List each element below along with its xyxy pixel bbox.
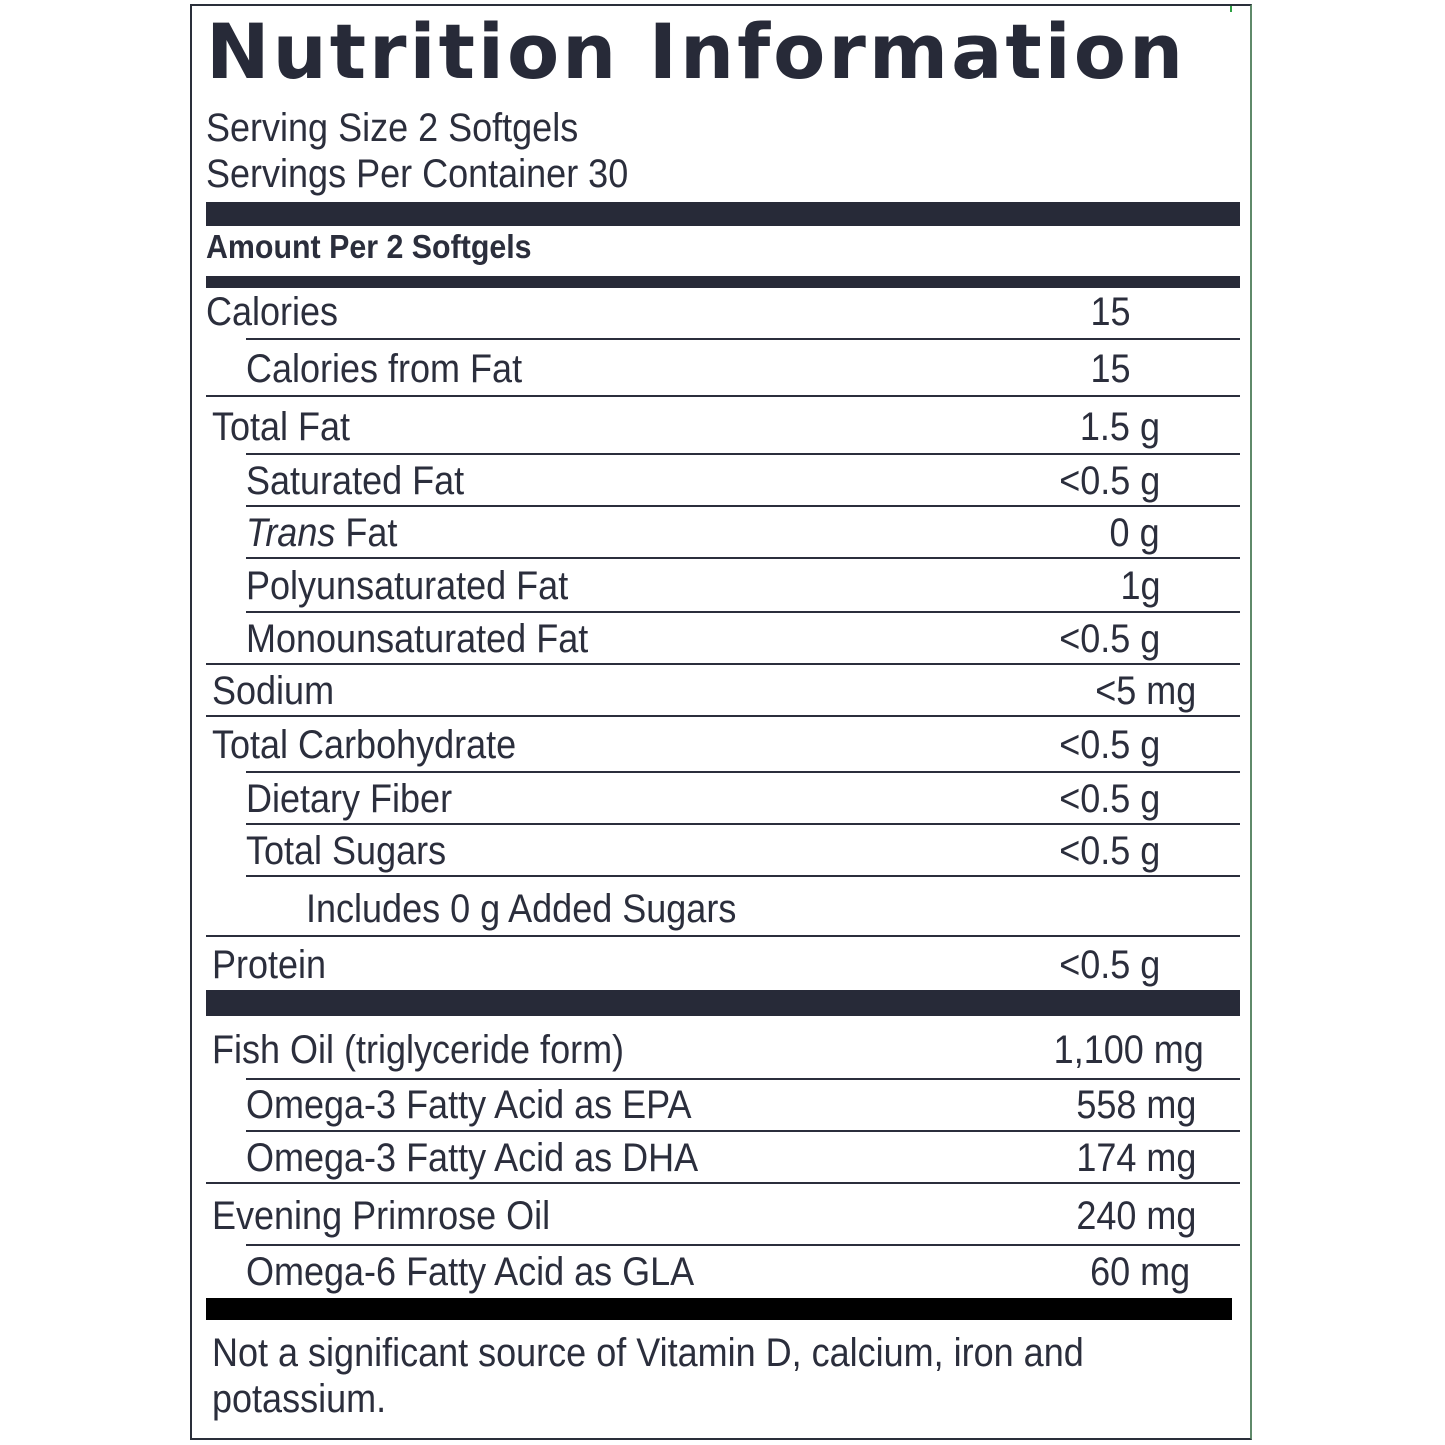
nutrient-value: 0 g (1109, 511, 1160, 555)
ingredient-value: 1,100 mg (1053, 1028, 1204, 1072)
nutrient-label: Total Fat (212, 405, 351, 449)
nutrient-value: <0.5 g (1058, 829, 1160, 873)
calories-from-fat-value: 15 (1089, 347, 1130, 391)
ingredient-value: 240 mg (1075, 1194, 1196, 1238)
nutrient-label (246, 507, 397, 559)
calories-label: Calories (206, 290, 339, 334)
serving-size: Serving Size 2 Softgels (206, 106, 579, 150)
nutrient-label: Saturated Fat (246, 459, 465, 503)
nutrient-label: Total Carbohydrate (212, 723, 517, 767)
ingredient-row-epa (206, 1078, 1240, 1132)
nutrient-value: 1g (1119, 564, 1160, 608)
nutrient-label: Includes 0 g Added Sugars (306, 887, 737, 931)
ingredient-row-evening-primrose-oil (206, 1188, 1240, 1244)
nutrient-value: 1.5 g (1079, 405, 1160, 449)
nutrient-row-saturated-fat (206, 455, 1240, 507)
nutrient-row-total-carbohydrate (206, 717, 1240, 773)
trans-italic: Trans (246, 511, 336, 555)
thick-divider (206, 202, 1240, 226)
ingredient-row-dha (206, 1132, 1240, 1184)
nutrient-row-total-fat (206, 399, 1240, 455)
nutrient-label: Polyunsaturated Fat (246, 564, 569, 608)
ingredient-value: 558 mg (1075, 1083, 1196, 1127)
ingredient-label: Omega-3 Fatty Acid as EPA (246, 1083, 692, 1127)
thick-divider (206, 990, 1240, 1016)
row-rule (206, 395, 1240, 397)
ingredient-label: Fish Oil (triglyceride form) (212, 1028, 625, 1072)
thick-divider (206, 1298, 1232, 1320)
nutrient-row-dietary-fiber (206, 773, 1240, 825)
trans-suffix: Fat (335, 511, 398, 555)
ingredient-row-fish-oil (206, 1022, 1240, 1078)
servings-per-container: Servings Per Container 30 (206, 152, 629, 196)
nutrient-row-added-sugars (206, 877, 1240, 937)
row-rule (206, 1182, 1240, 1184)
nutrient-row-sodium (206, 665, 1240, 717)
ingredient-label: Omega-6 Fatty Acid as GLA (246, 1250, 695, 1294)
nutrient-label: Protein (212, 943, 327, 987)
calories-value: 15 (1089, 290, 1130, 334)
nutrient-row-polyunsaturated-fat (206, 559, 1240, 613)
nutrient-label: Monounsaturated Fat (246, 617, 589, 661)
panel-title: Nutrition Information (206, 7, 1187, 96)
nutrient-label: Total Sugars (246, 829, 447, 873)
nutrient-value: <0.5 g (1058, 617, 1160, 661)
footnote: Not a significant source of Vitamin D, calcium, iron and potassium. (212, 1331, 1084, 1421)
nutrient-label: Dietary Fiber (246, 777, 453, 821)
ingredient-label: Omega-3 Fatty Acid as DHA (246, 1136, 699, 1180)
nutrient-row-monounsaturated-fat (206, 613, 1240, 665)
nutrient-row-total-sugars (206, 825, 1240, 877)
ingredient-value: 174 mg (1075, 1136, 1196, 1180)
calories-from-fat-row (206, 341, 1240, 397)
ingredient-row-gla (206, 1244, 1240, 1300)
nutrition-panel (190, 4, 1252, 1440)
calories-from-fat-label: Calories from Fat (246, 347, 523, 391)
ingredient-label: Evening Primrose Oil (212, 1194, 551, 1238)
nutrient-value: <0.5 g (1058, 459, 1160, 503)
nutrient-value: <5 mg (1094, 669, 1196, 713)
calories-row (206, 284, 1240, 340)
nutrient-value: <0.5 g (1058, 777, 1160, 821)
ingredient-value: 60 mg (1089, 1250, 1190, 1294)
row-rule (246, 338, 1240, 340)
nutrient-value: <0.5 g (1058, 943, 1160, 987)
amount-per-heading: Amount Per 2 Softgels (206, 228, 532, 265)
corner-mark (1230, 6, 1232, 12)
nutrient-row-trans-fat (206, 507, 1240, 559)
nutrient-value: <0.5 g (1058, 723, 1160, 767)
nutrient-row-protein (206, 937, 1240, 993)
nutrient-label: Sodium (212, 669, 335, 713)
